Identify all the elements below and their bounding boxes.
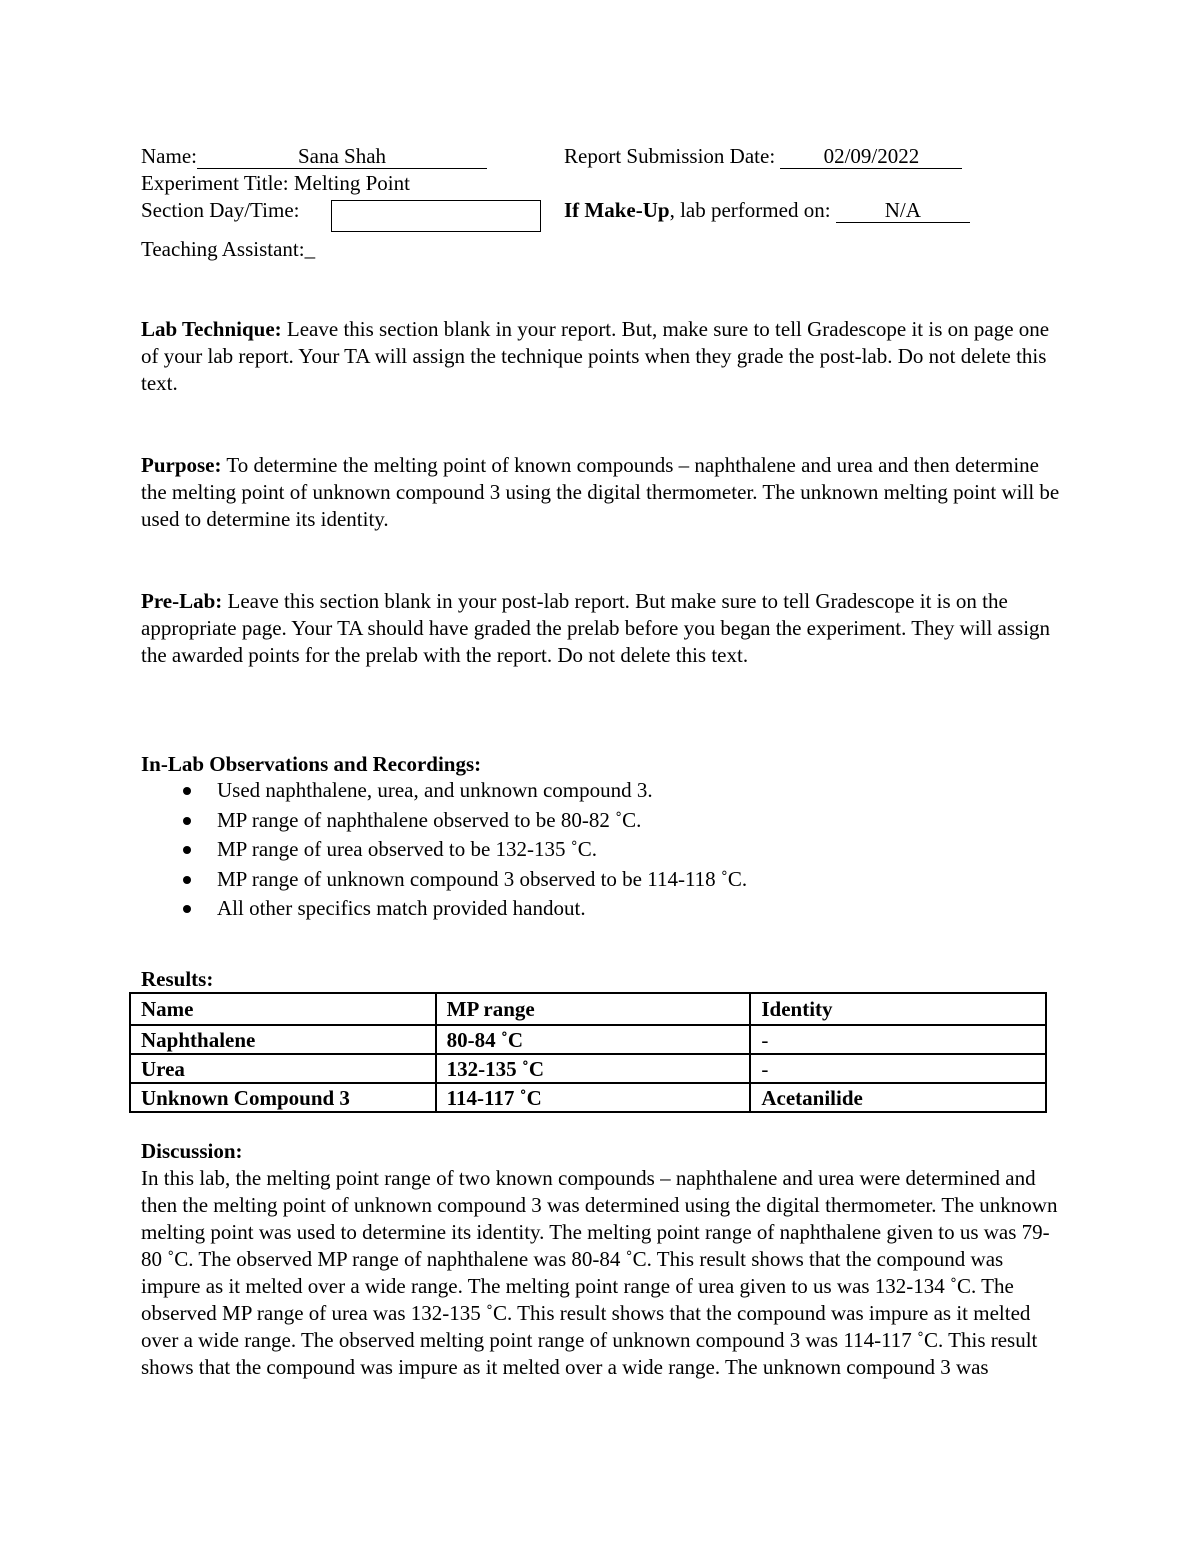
submission-date-field	[564, 143, 962, 170]
table-cell: -	[750, 1025, 1046, 1054]
list-item: Used naphthalene, urea, and unknown compound 3.	[183, 776, 747, 806]
bullet-icon	[183, 905, 191, 913]
column-header: MP range	[436, 993, 751, 1025]
table-cell: -	[750, 1054, 1046, 1083]
list-item: All other specifics match provided handout.	[183, 894, 747, 924]
table-cell: 114-117 ˚C	[436, 1083, 751, 1112]
table-cell: 80-84 ˚C	[436, 1025, 751, 1054]
prelab-heading: Pre-Lab:	[141, 589, 223, 613]
name-value: Sana Shah	[197, 144, 487, 169]
section-label: Section Day/Time:	[141, 198, 300, 222]
table-cell: Urea	[130, 1054, 436, 1083]
experiment-title-field	[141, 170, 410, 197]
makeup-value: N/A	[836, 198, 970, 223]
results-table	[129, 992, 1047, 1113]
lab-technique-text: Leave this section blank in your report. But, make sure to tell Gradescope it is on page one of your lab report. Your TA will assign the technique points when they grade the post-lab. Do not delete this text.	[141, 317, 1050, 395]
observations-list	[183, 776, 747, 924]
makeup-label: , lab performed on:	[669, 198, 831, 222]
bullet-icon	[183, 846, 191, 854]
experiment-title-label: Experiment Title:	[141, 171, 289, 195]
makeup-label-bold: If Make-Up	[564, 198, 670, 222]
discussion-heading: Discussion:	[141, 1139, 243, 1163]
list-item: MP range of urea observed to be 132-135 ˚C.	[183, 835, 747, 865]
table-header-row	[130, 993, 1046, 1025]
name-label: Name:	[141, 144, 197, 168]
list-item: MP range of naphthalene observed to be 80-82 ˚C.	[183, 806, 747, 836]
makeup-field	[564, 197, 970, 224]
teaching-assistant-label: Teaching Assistant:_	[141, 237, 316, 261]
results-heading: Results:	[141, 967, 214, 991]
list-item: MP range of unknown compound 3 observed to be 114-118 ˚C.	[183, 865, 747, 895]
table-cell: Unknown Compound 3	[130, 1083, 436, 1112]
prelab-section	[141, 588, 1061, 669]
prelab-text: Leave this section blank in your post-lab report. But make sure to tell Gradescope it is on the appropriate page. Your TA should have graded the prelab before you began the experiment. They will assign the awarded points for the prelab with the report. Do not delete this text.	[141, 589, 1051, 667]
lab-technique-section	[141, 316, 1061, 397]
table-cell: Naphthalene	[130, 1025, 436, 1054]
table-row	[130, 1083, 1046, 1112]
observations-heading: In-Lab Observations and Recordings:	[141, 752, 482, 776]
name-field	[141, 143, 487, 170]
table-row	[130, 1025, 1046, 1054]
column-header: Identity	[750, 993, 1046, 1025]
experiment-title-value: Melting Point	[293, 171, 410, 195]
lab-technique-heading: Lab Technique:	[141, 317, 282, 341]
table-cell: Acetanilide	[750, 1083, 1046, 1112]
submission-date-label: Report Submission Date:	[564, 144, 776, 168]
purpose-heading: Purpose:	[141, 453, 222, 477]
section-daytime-input[interactable]	[331, 200, 541, 232]
bullet-icon	[183, 876, 191, 884]
discussion-text: In this lab, the melting point range of two known compounds – naphthalene and urea were determined and then the melting point of unknown compound 3 was determined using the digital thermometer. The unknown melting point was used to determine its identity. The melting point range of naphthalene given to us was 79-80 ˚C. The observed MP range of naphthalene was 80-84 ˚C. This result shows that the compound was impure as it melted over a wide range. The melting point range of urea given to us was 132-134 ˚C. The observed MP range of urea was 132-135 ˚C. This result shows that the compound was impure as it melted over a wide range. The observed melting point range of unknown compound 3 was 114-117 ˚C. This result shows that the compound was impure as it melted over a wide range. The unknown compound 3 was	[141, 1166, 1058, 1379]
purpose-section	[141, 452, 1061, 533]
bullet-icon	[183, 787, 191, 795]
submission-date-value: 02/09/2022	[780, 144, 962, 169]
column-header: Name	[130, 993, 436, 1025]
table-cell: 132-135 ˚C	[436, 1054, 751, 1083]
table-row	[130, 1054, 1046, 1083]
purpose-text: To determine the melting point of known compounds – naphthalene and urea and then determine the melting point of unknown compound 3 using the digital thermometer. The unknown melting point will be used to determine its identity.	[141, 453, 1060, 531]
bullet-icon	[183, 817, 191, 825]
